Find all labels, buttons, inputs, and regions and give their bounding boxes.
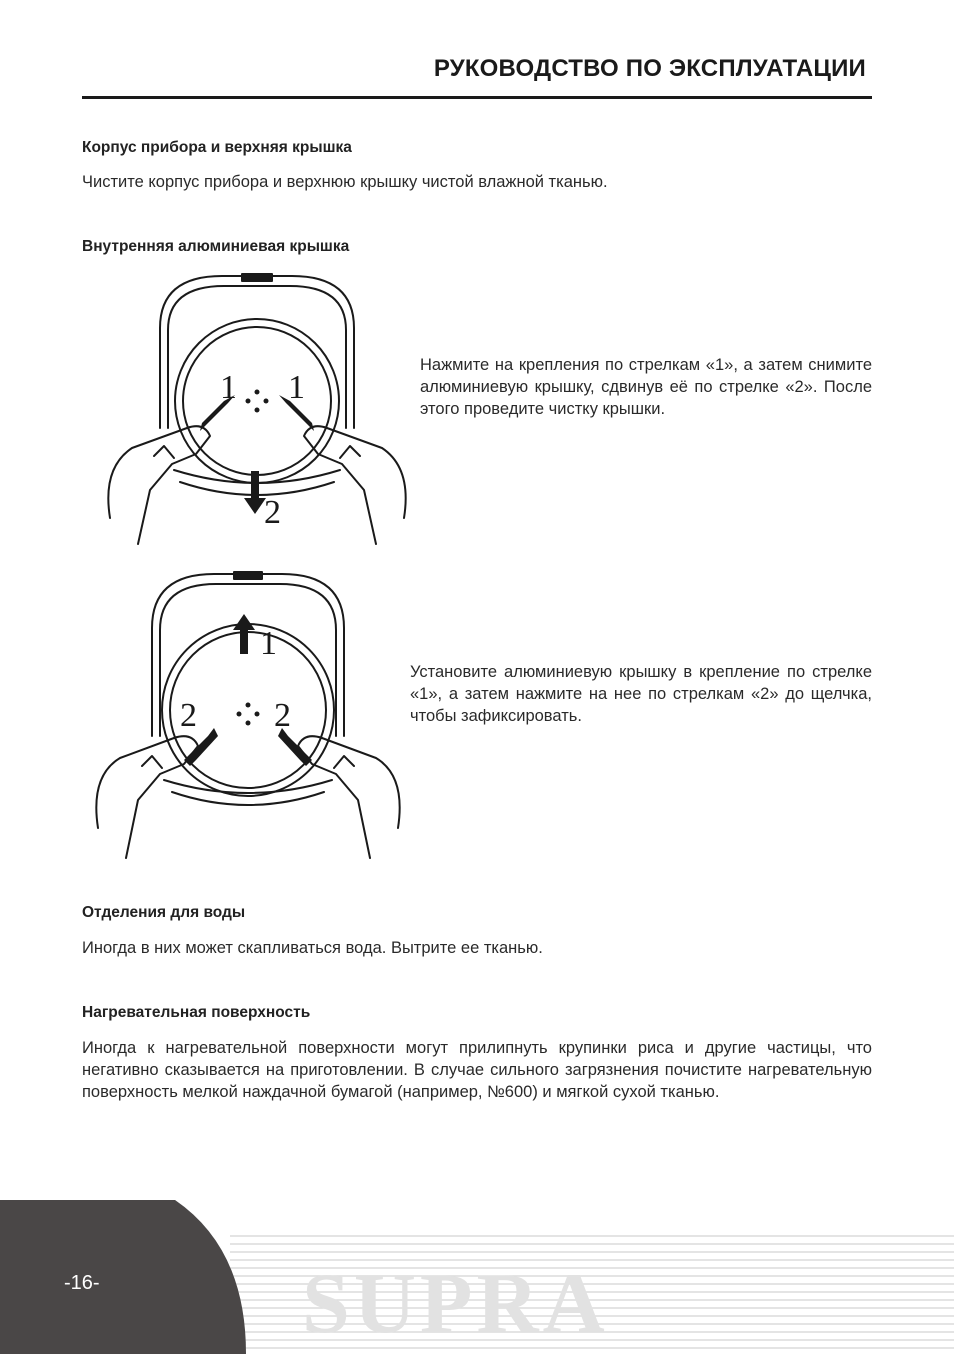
text-water-compartments: Иногда в них может скапливаться вода. Вытрите ее тканью. xyxy=(82,939,543,957)
heading-water-compartments: Отделения для воды xyxy=(82,904,246,921)
figure-install-lid xyxy=(82,566,412,861)
text-heating-surface: Иногда к нагревательной поверхности могут прилипнуть крупинки риса и другие частицы, что негативно сказывается на приготовлении. В случае сильного загрязнения почистите нагревательную поверхность мелкой наждачной бумагой (например, №600) и мягкой сухой тканью. xyxy=(82,1039,872,1101)
footer-decoration xyxy=(0,1200,954,1354)
figure-label: 1 xyxy=(288,369,305,406)
page-number: -16- xyxy=(64,1272,100,1294)
heading-heating-surface: Нагревательная поверхность xyxy=(82,1004,311,1021)
figure-label: 2 xyxy=(264,494,281,531)
text-body-and-lid: Чистите корпус прибора и верхнюю крышку чистой влажной тканью. xyxy=(82,173,608,191)
right-hand xyxy=(304,426,406,544)
footer-dark-corner xyxy=(0,1200,246,1354)
left-hand xyxy=(108,426,210,544)
brand-logo: SUPRA xyxy=(302,1255,609,1351)
heading-body-and-lid: Корпус прибора и верхняя крышка xyxy=(82,139,352,156)
header-rule xyxy=(82,96,872,99)
inner-lid-circle xyxy=(175,319,339,483)
figure-label: 2 xyxy=(180,697,197,734)
figure-remove-lid xyxy=(92,268,422,553)
figure-label: 2 xyxy=(274,697,291,734)
figure-label: 1 xyxy=(260,625,277,662)
heading-inner-lid: Внутренняя алюминиевая крышка xyxy=(82,238,350,255)
figure-1-caption: Нажмите на крепления по стрелкам «1», а затем снимите алюминиевую крышку, сдвинув её по стрелке «2». После этого проведите чистку крышки. xyxy=(420,356,872,418)
cooker-body-outline xyxy=(160,276,354,428)
page-header-title: РУКОВОДСТВО ПО ЭКСПЛУАТАЦИИ xyxy=(433,55,866,82)
figure-2-caption: Установите алюминиевую крышку в крепление по стрелке «1», а затем нажмите на нее по стрелкам «2» до щелчка, чтобы зафиксировать. xyxy=(410,663,872,725)
figure-label: 1 xyxy=(220,369,237,406)
